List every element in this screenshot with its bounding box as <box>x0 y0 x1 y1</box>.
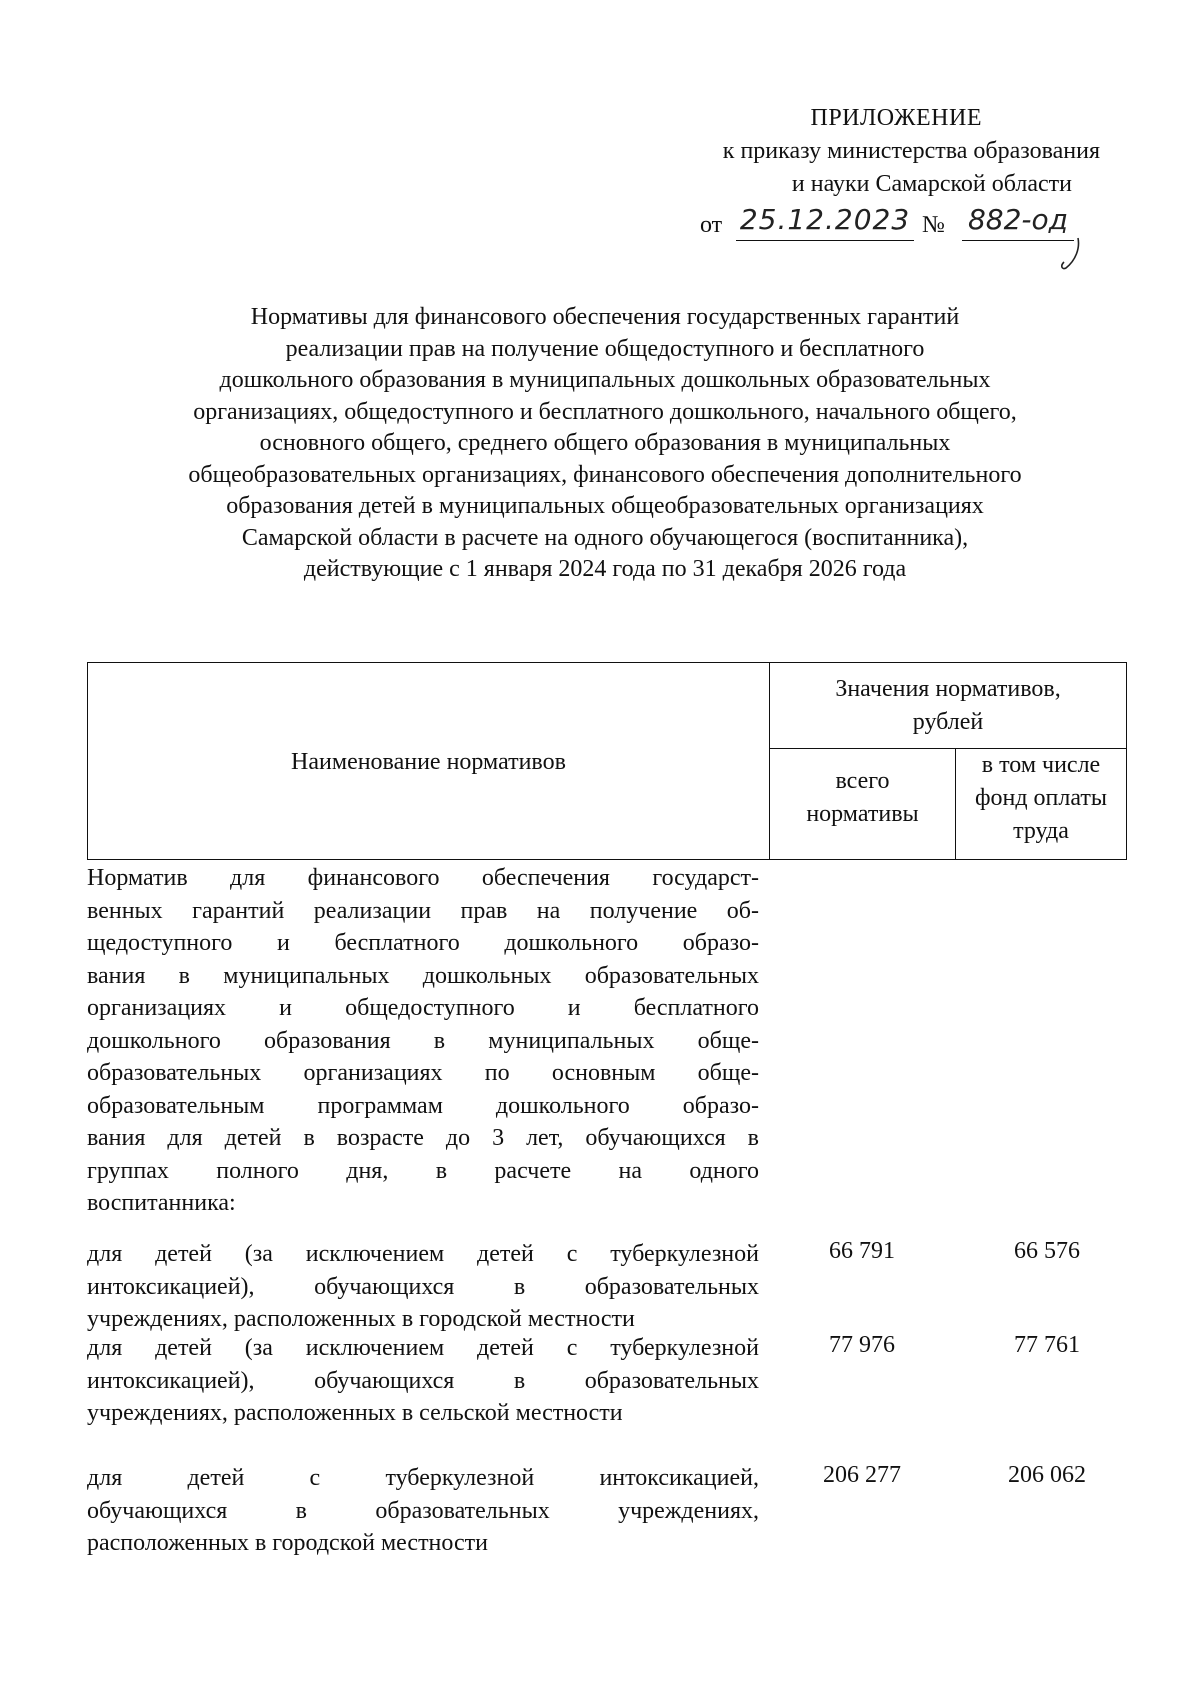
appendix-header <box>580 102 1100 201</box>
row-payroll-value: 77 761 <box>1014 1332 1080 1358</box>
row-name-line: обучающихся в образовательных учреждениях, <box>87 1497 759 1524</box>
row-total-value: 206 277 <box>823 1462 901 1488</box>
row-payroll-value: 66 576 <box>1014 1238 1080 1264</box>
row-name-line: дошкольного образования в муниципальных обще- <box>87 1027 759 1054</box>
header-payroll-column <box>956 749 1126 859</box>
row-name <box>87 1332 759 1430</box>
appendix-order-line: к приказу министерства образования <box>722 138 1100 164</box>
row-total-value: 77 976 <box>829 1332 895 1358</box>
row-name-line: учреждениях, расположенных в городской местности <box>87 1306 635 1332</box>
title-line: Самарской области в расчете на одного обучающегося (воспитанника), <box>241 524 969 551</box>
header-total-line: нормативы <box>806 801 919 827</box>
title-line: действующие с 1 января 2024 года по 31 декабря 2026 года <box>303 556 907 582</box>
handwritten-order-number: 882-од <box>962 200 1074 241</box>
row-name-line: воспитанника: <box>87 1190 236 1216</box>
row-name <box>87 862 759 1220</box>
appendix-ministry-line: и науки Самарской области <box>791 171 1072 197</box>
header-payroll-line: фонд оплаты <box>974 785 1108 811</box>
row-name-line: вания для детей в возрасте до 3 лет, обучающихся в <box>87 1125 759 1151</box>
header-values-group <box>770 663 1126 749</box>
header-group-line: рублей <box>912 709 984 735</box>
row-name-line: венных гарантий реализации прав на получение об- <box>87 897 759 924</box>
title-line: реализации прав на получение общедоступного и бесплатного <box>285 335 925 362</box>
row-name-line: вания в муниципальных дошкольных образовательных <box>87 962 759 989</box>
title-line: дошкольного образования в муниципальных дошкольных образовательных <box>219 367 991 393</box>
row-name-line: учреждениях, расположенных в сельской местности <box>87 1400 623 1426</box>
header-name-label: Наименование нормативов <box>291 749 566 775</box>
norms-table <box>87 662 1127 1556</box>
row-name-line: для детей с туберкулезной интоксикацией, <box>87 1465 759 1491</box>
row-name-line: для детей (за исключением детей с туберкулезной <box>87 1241 759 1267</box>
header-payroll-line: в том числе <box>981 752 1101 778</box>
row-name-line: интоксикацией), обучающихся в образовательных <box>87 1273 759 1300</box>
order-date-number <box>700 200 1120 270</box>
row-total-value: 66 791 <box>829 1238 895 1264</box>
title-line: основного общего, среднего общего образования в муниципальных <box>259 430 951 456</box>
document-title <box>90 302 1120 586</box>
appendix-title: ПРИЛОЖЕНИЕ <box>810 105 982 131</box>
row-name-line: Норматив для финансового обеспечения государст- <box>87 865 759 891</box>
row-name-line: образовательных организациях по основным обще- <box>87 1060 759 1086</box>
date-prefix: от <box>700 212 723 238</box>
row-name-line: для детей (за исключением детей с туберкулезной <box>87 1335 759 1361</box>
title-line: организациях, общедоступного и бесплатного дошкольного, начального общего, <box>193 398 1017 425</box>
number-label: № <box>922 212 945 238</box>
title-line: общеобразовательных организациях, финансового обеспечения дополнительного <box>188 461 1022 488</box>
row-name-line: щедоступного и бесплатного дошкольного образо- <box>87 930 759 956</box>
row-name-line: организациях и общедоступного и бесплатного <box>87 995 759 1021</box>
title-line: образования детей в муниципальных общеобразовательных организациях <box>226 493 984 519</box>
row-name-line: расположенных в городской местности <box>87 1530 488 1556</box>
row-payroll-value: 206 062 <box>1008 1462 1086 1488</box>
title-line: Нормативы для финансового обеспечения государственных гарантий <box>250 304 960 330</box>
header-payroll-line: труда <box>1013 818 1069 844</box>
handwriting-flourish-icon <box>1058 236 1088 272</box>
row-name-line: образовательным программам дошкольного образо- <box>87 1092 759 1119</box>
header-name-column <box>88 663 770 859</box>
row-name <box>87 1238 759 1336</box>
header-total-line: всего <box>835 768 890 794</box>
handwritten-date: 25.12.2023 <box>736 200 914 241</box>
table-header <box>87 662 1127 860</box>
header-total-column <box>770 749 956 859</box>
row-name-line: интоксикацией), обучающихся в образовательных <box>87 1367 759 1394</box>
row-name <box>87 1462 759 1560</box>
row-name-line: группах полного дня, в расчете на одного <box>87 1157 759 1184</box>
header-group-line: Значения нормативов, <box>835 676 1061 702</box>
